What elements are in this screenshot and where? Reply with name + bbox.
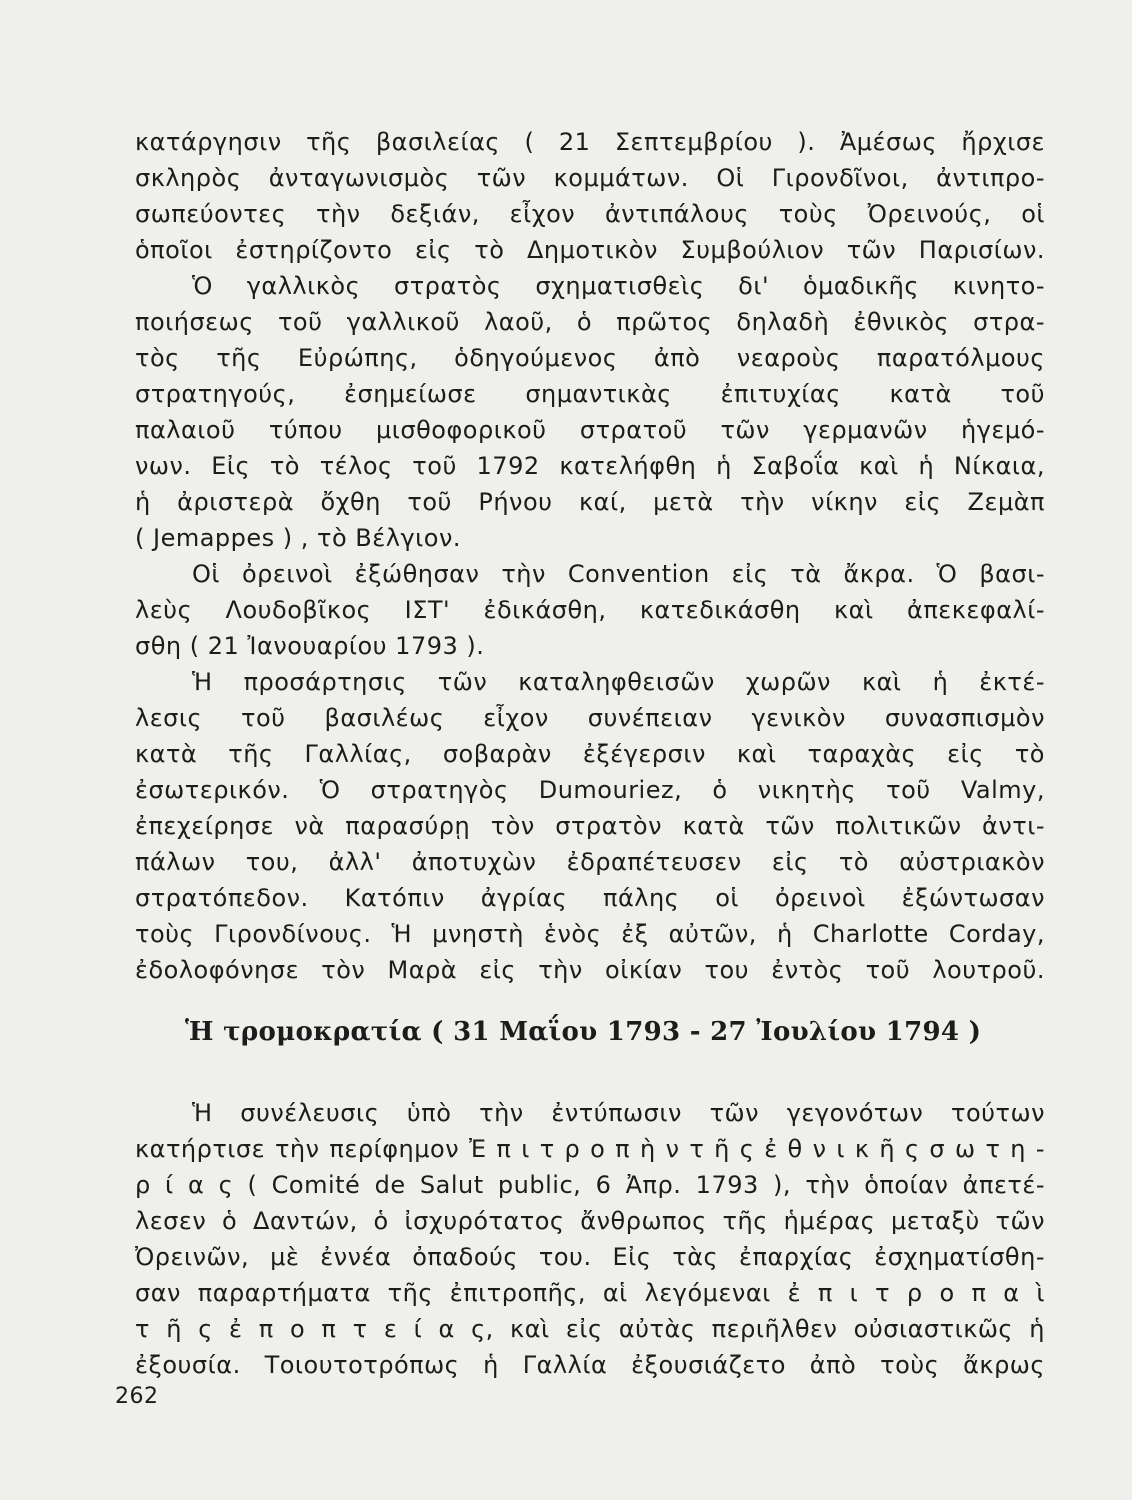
text-line: στρατηγούς, ἐσημείωσε σημαντικὰς ἐπιτυχίας κατὰ τοῦ (135, 380, 1045, 408)
text-line: τ ῆ ς ἐ π ο π τ ε ί α ς, καὶ εἰς αὐτὰς περιῆλθεν οὐσιαστικῶς ἡ (135, 1315, 1045, 1343)
text-line: ( Jemappes ) , τὸ Βέλγιον. (135, 524, 461, 552)
text-line: σθη ( 21 Ἰανουαρίου 1793 ). (135, 632, 485, 660)
page-number: 262 (115, 1384, 159, 1409)
text-line: νων. Εἰς τὸ τέλος τοῦ 1792 κατελήφθη ἡ Σαβοΐα καὶ ἡ Νίκαια, (135, 452, 1045, 480)
paragraph-start-line: Ὁ γαλλικὸς στρατὸς σχηματισθεὶς δι' ὁμαδικῆς κινητο- (192, 272, 1045, 300)
text-line: κατάργησιν τῆς βασιλείας ( 21 Σεπτεμβρίου ). Ἀμέσως ἤρχισε (135, 128, 1045, 156)
text-line: ἡ ἀριστερὰ ὄχθη τοῦ Ρήνου καί, μετὰ τὴν νίκην εἰς Ζεμὰπ (135, 488, 1045, 516)
text-line: σαν παραρτήματα τῆς ἐπιτροπῆς, αἱ λεγόμεναι ἐ π ι τ ρ ο π α ὶ (135, 1279, 1045, 1307)
text-line: λεσις τοῦ βασιλέως εἶχον συνέπειαν γενικὸν συνασπισμὸν (135, 704, 1045, 732)
section-heading: Ἡ τρομοκρατία ( 31 Μαΐου 1793 - 27 Ἰουλίου 1794 ) (185, 1017, 982, 1047)
text-line: Ὀρεινῶν, μὲ ἐννέα ὀπαδούς του. Εἰς τὰς ἐπαρχίας ἐσχηματίσθη- (135, 1243, 1045, 1271)
text-line: πάλων του, ἀλλ' ἀποτυχὼν ἐδραπέτευσεν εἰς τὸ αὐστριακὸν (135, 848, 1045, 876)
text-line: κατήρτισε τὴν περίφημον Ἐ π ι τ ρ ο π ὴ ν τ ῆ ς ἐ θ ν ι κ ῆ ς σ ω τ η - (135, 1135, 1045, 1163)
text-line: ὁποῖοι ἐστηρίζοντο εἰς τὸ Δημοτικὸν Συμβούλιον τῶν Παρισίων. (135, 236, 1045, 264)
text-line: σκληρὸς ἀνταγωνισμὸς τῶν κομμάτων. Οἱ Γιρονδῖνοι, ἀντιπρο- (135, 164, 1045, 192)
text-line: ἐδολοφόνησε τὸν Μαρὰ εἰς τὴν οἰκίαν του ἐντὸς τοῦ λουτροῦ. (135, 956, 1045, 984)
text-line: σωπεύοντες τὴν δεξιάν, εἶχον ἀντιπάλους τοὺς Ὀρεινούς, οἱ (135, 200, 1045, 228)
text-line: κατὰ τῆς Γαλλίας, σοβαρὰν ἐξέγερσιν καὶ ταραχὰς εἰς τὸ (135, 740, 1045, 768)
text-line: ρ ί α ς ( Comité de Salut public, 6 Ἀπρ. 1793 ), τὴν ὁποίαν ἀπετέ- (135, 1171, 1045, 1199)
text-line: ἐπεχείρησε νὰ παρασύρῃ τὸν στρατὸν κατὰ τῶν πολιτικῶν ἀντι- (135, 812, 1045, 840)
paragraph-start-line: Ἡ συνέλευσις ὑπὸ τὴν ἐντύπωσιν τῶν γεγονότων τούτων (192, 1099, 1045, 1127)
text-line: τὸς τῆς Εὐρώπης, ὁδηγούμενος ἀπὸ νεαροὺς παρατόλμους (135, 344, 1045, 372)
text-line: ἐσωτερικόν. Ὁ στρατηγὸς Dumouriez, ὁ νικητὴς τοῦ Valmy, (135, 776, 1045, 804)
text-line: τοὺς Γιρονδίνους. Ἡ μνηστὴ ἑνὸς ἐξ αὐτῶν, ἡ Charlotte Corday, (135, 920, 1045, 948)
text-line: ποιήσεως τοῦ γαλλικοῦ λαοῦ, ὁ πρῶτος δηλαδὴ ἐθνικὸς στρα- (135, 308, 1045, 336)
text-line: λεὺς Λουδοβῖκος ΙΣΤ' ἐδικάσθη, κατεδικάσθη καὶ ἀπεκεφαλί- (135, 596, 1045, 624)
paragraph-start-line: Οἱ ὀρεινοὶ ἐξώθησαν τὴν Convention εἰς τὰ ἄκρα. Ὁ βασι- (192, 560, 1045, 588)
text-line: λεσεν ὁ Δαντών, ὁ ἰσχυρότατος ἄνθρωπος τῆς ἡμέρας μεταξὺ τῶν (135, 1207, 1045, 1235)
text-line: στρατόπεδον. Κατόπιν ἀγρίας πάλης οἱ ὀρεινοὶ ἐξώντωσαν (135, 884, 1045, 912)
text-line: παλαιοῦ τύπου μισθοφορικοῦ στρατοῦ τῶν γερμανῶν ἡγεμό- (135, 416, 1045, 444)
paragraph-start-line: Ἡ προσάρτησις τῶν καταληφθεισῶν χωρῶν καὶ ἡ ἐκτέ- (192, 668, 1045, 696)
text-line: ἐξουσία. Τοιουτοτρόπως ἡ Γαλλία ἐξουσιάζετο ἀπὸ τοὺς ἄκρως (135, 1351, 1045, 1379)
